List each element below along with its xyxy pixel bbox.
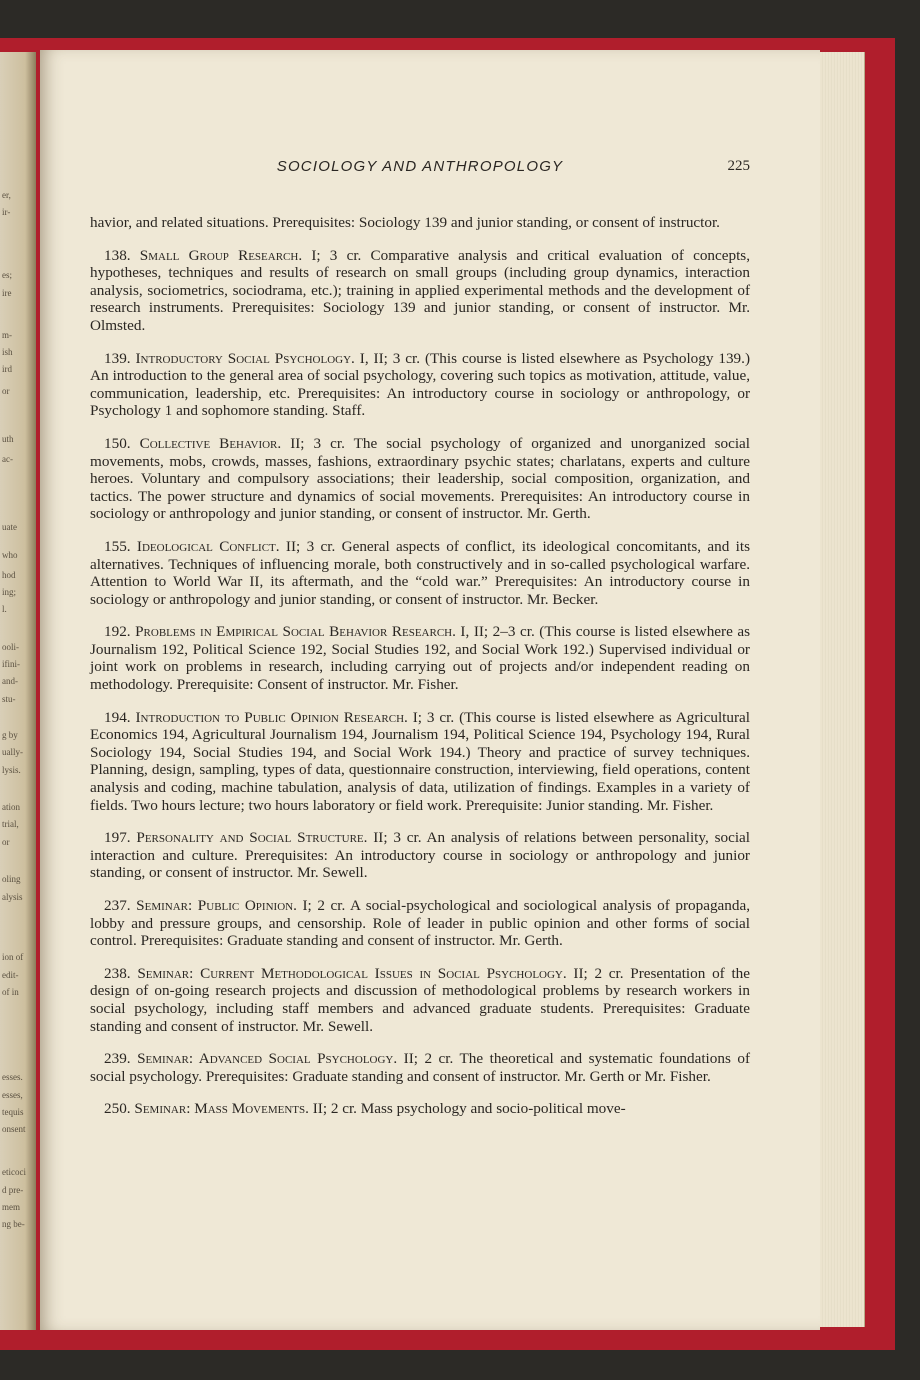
course-number: 150.: [104, 434, 140, 452]
course-description: I, II; 2–3 cr. (This course is listed elsewhere as Journalism 192, Political Science 192, Social Studies 192, and Social Work 192.) Supervised individual or joint work on problems in research, including carrying out of projects and/or independent reading on methodology. Prerequisite: Consent of instructor. Mr. Fisher.: [90, 623, 751, 694]
left-page-fragment: lysis.: [2, 765, 21, 775]
left-page-fragment: d pre-: [2, 1185, 24, 1195]
course-entry: [90, 623, 750, 693]
course-description: I; 2 cr. A social-psychological and sociological analysis of propaganda, lobby and pressure groups, and censorship. Role of leader in public opinion and other forms of social control. Prerequisites: Graduate standing and consent of instructor. Mr. Gerth.: [90, 897, 751, 950]
left-page-fragment: of in: [2, 987, 19, 997]
left-page-fragment: mem: [2, 1202, 20, 1212]
course-description: II; 2 cr. Presentation of the design of on-going research projects and discussion of methodological problems by research workers in social psychology, including staff members and advanced graduate students. Prerequisites: Graduate standing and consent of instructor. Mr. Sewell.: [90, 964, 751, 1035]
left-page-fragment: ooli-: [2, 642, 19, 652]
left-page-fragment: ish: [2, 347, 13, 357]
course-entry: [90, 1100, 750, 1118]
course-number: 238.: [104, 964, 138, 982]
left-page-fragment: esses.: [2, 1072, 23, 1082]
course-description: I; 3 cr. (This course is listed elsewhere as Agricultural Economics 194, Agricultural Journalism 194, Journalism 194, Political Science 194, Psychology 194, Rural Sociology 194, Social Studies 194, and Social Work 194.) Theory and practice of survey techniques. Planning, design, sampling, types of data, questionnaire construction, interviewing, field operations, content analysis and coding, machine tabulation, analysis of data, utilization of findings. Examples in a variety of fields. Two hours lecture; two hours laboratory or field work. Prerequisite: Junior standing. Mr. Fisher.: [90, 708, 751, 814]
course-number: 237.: [104, 897, 137, 914]
left-page-fragment: ation: [2, 802, 20, 812]
course-description: I, II; 3 cr. (This course is listed elsewhere as Psychology 139.) An introduction to the general area of social psychology, covering such topics as motivation, attitude, value, communication, leadership, etc. Prerequisites: An introductory course in sociology or anthropology, or Psychology 1 and sophomore standing. Staff.: [90, 349, 751, 420]
left-page-fragment: alysis: [2, 892, 23, 902]
left-page-fragment: oling: [2, 874, 21, 884]
course-title: Collective Behavior.: [139, 434, 282, 452]
left-page-edge: [0, 52, 36, 1330]
left-page-fragment: ird: [2, 364, 12, 374]
course-entry: [90, 897, 750, 950]
course-entry: [90, 538, 750, 608]
course-description: II; 3 cr. General aspects of conflict, its ideological concomitants, and its alternatives. Techniques of influencing morale, both constructively and in so-called psychological warfare. Attention to World War II, its aftermath, and the “cold war.” Prerequisites: An introductory course in sociology or anthropology and junior standing, or consent of instructor. Mr. Becker.: [90, 537, 750, 608]
page-number: 225: [727, 158, 750, 174]
course-entry: [90, 965, 750, 1035]
left-page-fragment: hod: [2, 570, 16, 580]
left-page-fragment: or: [2, 386, 10, 396]
course-number: 197.: [104, 829, 137, 847]
course-title: Seminar: Public Opinion.: [136, 897, 297, 914]
left-page-fragment: ually-: [2, 747, 23, 757]
course-description: II; 2 cr. The theoretical and systematic foundations of social psychology. Prerequisites: Graduate standing and consent of instructor. Mr. Gerth or Mr. Fisher.: [90, 1050, 751, 1085]
left-page-fragment: edit-: [2, 970, 19, 980]
course-title: Problems in Empirical Social Behavior Research.: [135, 623, 456, 641]
course-title: Introductory Social Psychology.: [135, 349, 355, 367]
course-entry: [90, 709, 750, 815]
left-page-fragment: l.: [2, 604, 7, 614]
course-number: 194.: [104, 708, 136, 726]
left-page-fragment: who: [2, 550, 18, 560]
course-number: 250.: [104, 1100, 135, 1118]
course-listing: [90, 214, 750, 1133]
course-entries: [90, 247, 750, 1118]
course-title: Introduction to Public Opinion Research.: [135, 708, 408, 726]
left-page-fragment: uate: [2, 522, 17, 532]
left-page-fragment: m-: [2, 330, 12, 340]
course-description: II; 3 cr. An analysis of relations between personality, social interaction and culture. Prerequisites: An introductory course in sociology or anthropology and junior standing, or consent of instructor. Mr. Sewell.: [90, 829, 751, 882]
course-number: 155.: [104, 537, 137, 555]
course-entry: [90, 247, 750, 335]
left-page-fragment: tequis: [2, 1107, 24, 1117]
left-page-fragment: es;: [2, 270, 12, 280]
running-head: [90, 158, 750, 188]
left-page-fragment: ing;: [2, 587, 17, 597]
course-description: II; 2 cr. Mass psychology and socio-political move-: [308, 1100, 626, 1118]
left-page-fragment: ion of: [2, 952, 24, 962]
continuation-paragraph: havior, and related situations. Prerequisites: Sociology 139 and junior standing, or consent of instructor.: [90, 214, 720, 231]
running-head-title: SOCIOLOGY AND ANTHROPOLOGY: [276, 158, 564, 175]
left-page-fragment: or: [2, 837, 10, 847]
left-page-fragment: ire: [2, 288, 12, 298]
course-title: Personality and Social Structure.: [136, 829, 368, 847]
course-entry: [90, 350, 750, 420]
left-page-fragment: uth: [2, 434, 14, 444]
course-number: 139.: [104, 349, 136, 367]
left-page-fragment: ng be-: [2, 1219, 25, 1229]
left-page-fragment: stu-: [2, 694, 16, 704]
left-page-fragment: er,: [2, 190, 11, 200]
left-page-fragment: g by: [2, 730, 18, 740]
course-number: 239.: [104, 1050, 138, 1068]
course-title: Ideological Conflict.: [136, 537, 280, 555]
left-page-fragment: and-: [2, 676, 18, 686]
left-page-fragment: esses,: [2, 1090, 23, 1100]
left-page-fragment: trial,: [2, 819, 19, 829]
course-number: 192.: [104, 623, 136, 641]
course-description: II; 3 cr. The social psychology of organized and unorganized social movements, mobs, crowds, masses, fashions, extraordinary psychic states; charlatans, experts and culture heroes. Voluntary and compulsory associations; their leadership, social composition, organization, and tactics. The power structure and dynamics of social movements. Prerequisites: An introductory course in sociology or anthropology and junior standing, or consent of instructor. Mr. Gerth.: [90, 434, 751, 523]
course-entry: [90, 829, 750, 882]
course-entry: [90, 435, 750, 523]
left-page-fragment: eticoci: [2, 1167, 26, 1177]
left-page-fragment: ifini-: [2, 659, 20, 669]
course-title: Seminar: Mass Movements.: [134, 1100, 309, 1118]
left-page-fragment: ir-: [2, 207, 11, 217]
left-page-fragment: ac-: [2, 454, 13, 464]
course-description: I; 3 cr. Comparative analysis and critical evaluation of concepts, hypotheses, techniques and results of research on small groups (including group dynamics, interaction analysis, sociometrics, sociodrama, etc.); training in applied experimental methods and the development of research instruments. Prerequisites: Sociology 139 and junior standing, or consent of instructor. Mr. Olmsted.: [90, 246, 751, 334]
page-block-edges: [818, 52, 865, 1327]
course-title: Seminar: Current Methodological Issues in Social Psychology.: [137, 964, 567, 982]
course-number: 138.: [104, 246, 140, 264]
course-title: Small Group Research.: [139, 246, 303, 264]
left-page-fragment: onsent: [2, 1124, 26, 1134]
course-entry: [90, 1050, 750, 1085]
course-title: Seminar: Advanced Social Psychology.: [137, 1050, 398, 1068]
